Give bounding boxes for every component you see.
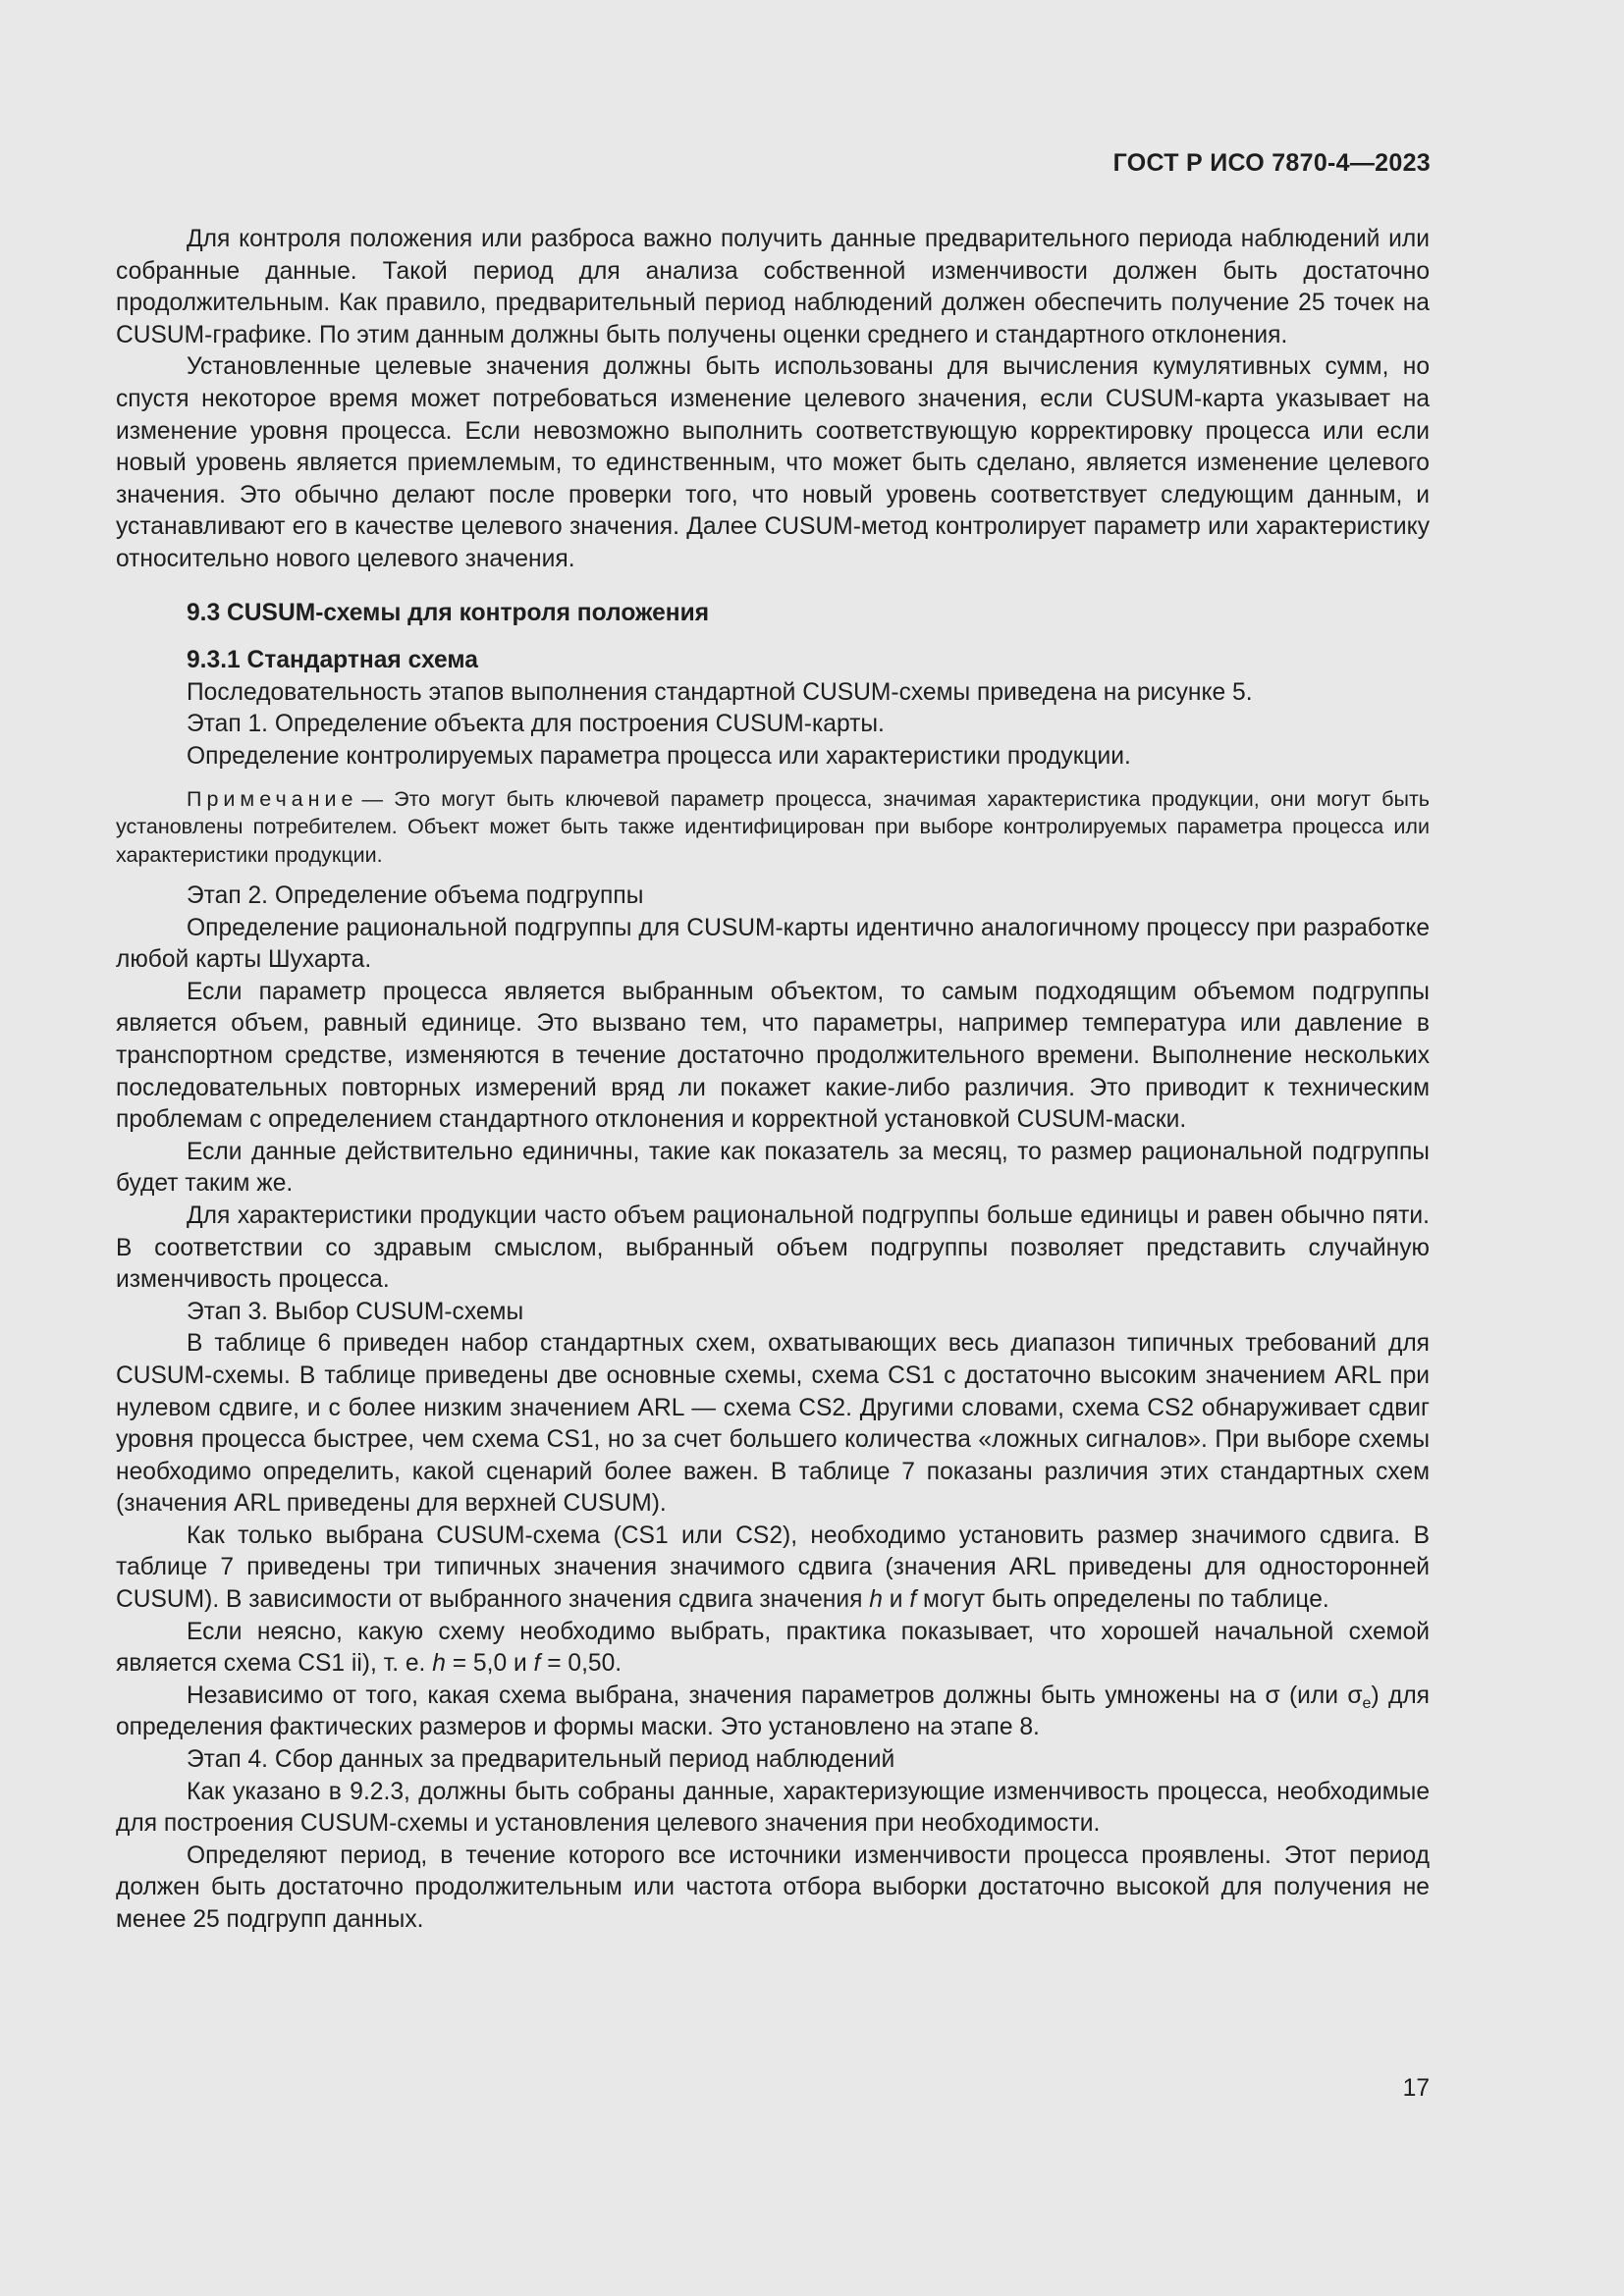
symbol-f: f [533,1650,541,1678]
text-run: и [882,1586,910,1614]
text-run: Если неясно, какую схему необходимо выбрать, практика показывает, что хорошей начальной схемой является схема CS1 ii), т. е. [116,1618,1430,1678]
note-label: Примечание [187,786,358,811]
step2-paragraph-4: Для характеристики продукции часто объем рациональной подгруппы больше единицы и равен обычно пяти. В соответствии со здравым смыслом, выбранный объем подгруппы позволяет представить случайную изменчивость процесса. [116,1201,1430,1294]
text-run: = 0,50. [540,1650,623,1678]
step4-title: Этап 4. Сбор данных за предварительный период наблюдений [187,1746,895,1774]
paragraph-sequence: Последовательность этапов выполнения стандартной CUSUM-схемы приведена на рисунке 5. [187,678,1253,706]
note-dash: — [361,786,383,811]
note-text: Это могут быть ключевой параметр процесса, значимая характеристика продукции, они могут быть установлены потребителем. Объект может быть также идентифицирован при выборе контролируемых параметра процесса или характеристики продукции. [116,786,1430,867]
text-run: Как только выбрана CUSUM-схема (CS1 или CS2), необходимо установить размер значимого сдвига. В таблице 7 приведены три типичных значения значимого сдвига (значения ARL приведены для односторонней CUSUM). В зависимости от выбранного значения сдвига значения [116,1522,1430,1614]
note-block [116,785,1430,870]
symbol-h: h [869,1586,883,1614]
step4-paragraph-2: Определяют период, в течение которого все источники изменчивости процесса проявлены. Этот период должен быть достаточно продолжительным или частота отбора выборки достаточно высокой для получения не менее 25 подгрупп данных. [116,1842,1430,1933]
section-heading: 9.3 CUSUM-схемы для контроля положения [187,599,710,626]
step2-title: Этап 2. Определение объема подгруппы [187,882,644,909]
document-body [116,224,1430,1937]
step3-title: Этап 3. Выбор CUSUM-схемы [187,1298,524,1325]
paragraph-target-values: Установленные целевые значения должны быть использованы для вычисления кумулятивных сумм, но спустя некоторое время может потребоваться изменение целевого значения, если CUSUM-карта указывает на изменение уровня процесса. Если невозможно выполнить соответствующую корректировку процесса или если новый уровень является приемлемым, то единственным, что может быть сделано, является изменение целевого значения. Это обычно делают после проверки того, что новый уровень соответствует следующим данным, и устанавливают его в качестве целевого значения. Далее CUSUM-метод контролирует параметр или характеристику относительно нового целевого значения. [116,353,1430,572]
subsection-heading: 9.3.1 Стандартная схема [187,647,478,674]
paragraph-preliminary-data: Для контроля положения или разброса важно получить данные предварительного периода наблюдений или собранные данные. Такой период для анализа собственной изменчивости должен быть достаточно продолжительным. Как правило, предварительный период наблюдений должен обеспечить получение 25 точек на CUSUM-графике. По этим данным должны быть получены оценки среднего и стандартного отклонения. [116,226,1430,348]
step2-paragraph-2: Если параметр процесса является выбранным объектом, то самым подходящим объемом подгруппы является объем, равный единице. Это вызвано тем, что параметры, например температура или давление в транспортном средстве, изменяются в течение достаточно продолжительного времени. Выполнение нескольких последовательных повторных измерений вряд ли покажет какие-либо различия. Это приводит к техническим проблемам с определением стандартного отклонения и корректной установкой CUSUM-маски. [116,978,1430,1134]
page-number: 17 [1402,2075,1430,2102]
subscript-e: e [1362,1694,1372,1712]
step2-paragraph-3: Если данные действительно единичны, такие как показатель за месяц, то размер рациональной подгруппы будет таким же. [116,1138,1430,1198]
step4-paragraph-1: Как указано в 9.2.3, должны быть собраны данные, характеризующие изменчивость процесса, необходимые для построения CUSUM-схемы и установления целевого значения при необходимости. [116,1778,1430,1838]
symbol-f: f [909,1586,917,1614]
text-run: ) для определения фактических размеров и формы маски. Это установлено на этапе 8. [116,1682,1430,1741]
step3-paragraph-2 [116,1521,1430,1617]
step2-paragraph-1: Определение рациональной подгруппы для CUSUM-карты идентично аналогичному процессу при разработке любой карты Шухарта. [116,914,1430,974]
symbol-h: h [432,1650,446,1678]
step3-paragraph-1: В таблице 6 приведен набор стандартных схем, охватывающих весь диапазон типичных требований для CUSUM-схемы. В таблице приведены две основные схемы, схема CS1 с достаточно высоким значением ARL при нулевом сдвиге, и с более низким значением ARL — схема CS2. Другими словами, схема CS2 обнаруживает сдвиг уровня процесса быстрее, чем схема CS1, но за счет большего количества «ложных сигналов». При выборе схемы необходимо определить, какой сценарий более важен. В таблице 7 показаны различия этих стандартных схем (значения ARL приведены для верхней CUSUM). [116,1330,1430,1518]
step3-paragraph-3 [116,1617,1430,1681]
step1-title: Этап 1. Определение объекта для построения CUSUM-карты. [187,711,885,738]
step3-paragraph-4 [116,1681,1430,1744]
document-header: ГОСТ Р ИСО 7870-4—2023 [1112,149,1431,177]
text-run: = 5,0 и [445,1650,534,1678]
text-run: могут быть определены по таблице. [916,1586,1329,1614]
step1-text: Определение контролируемых параметра процесса или характеристики продукции. [187,742,1131,770]
text-run: Независимо от того, какая схема выбрана, значения параметров должны быть умножены на σ (или σ [187,1682,1363,1709]
